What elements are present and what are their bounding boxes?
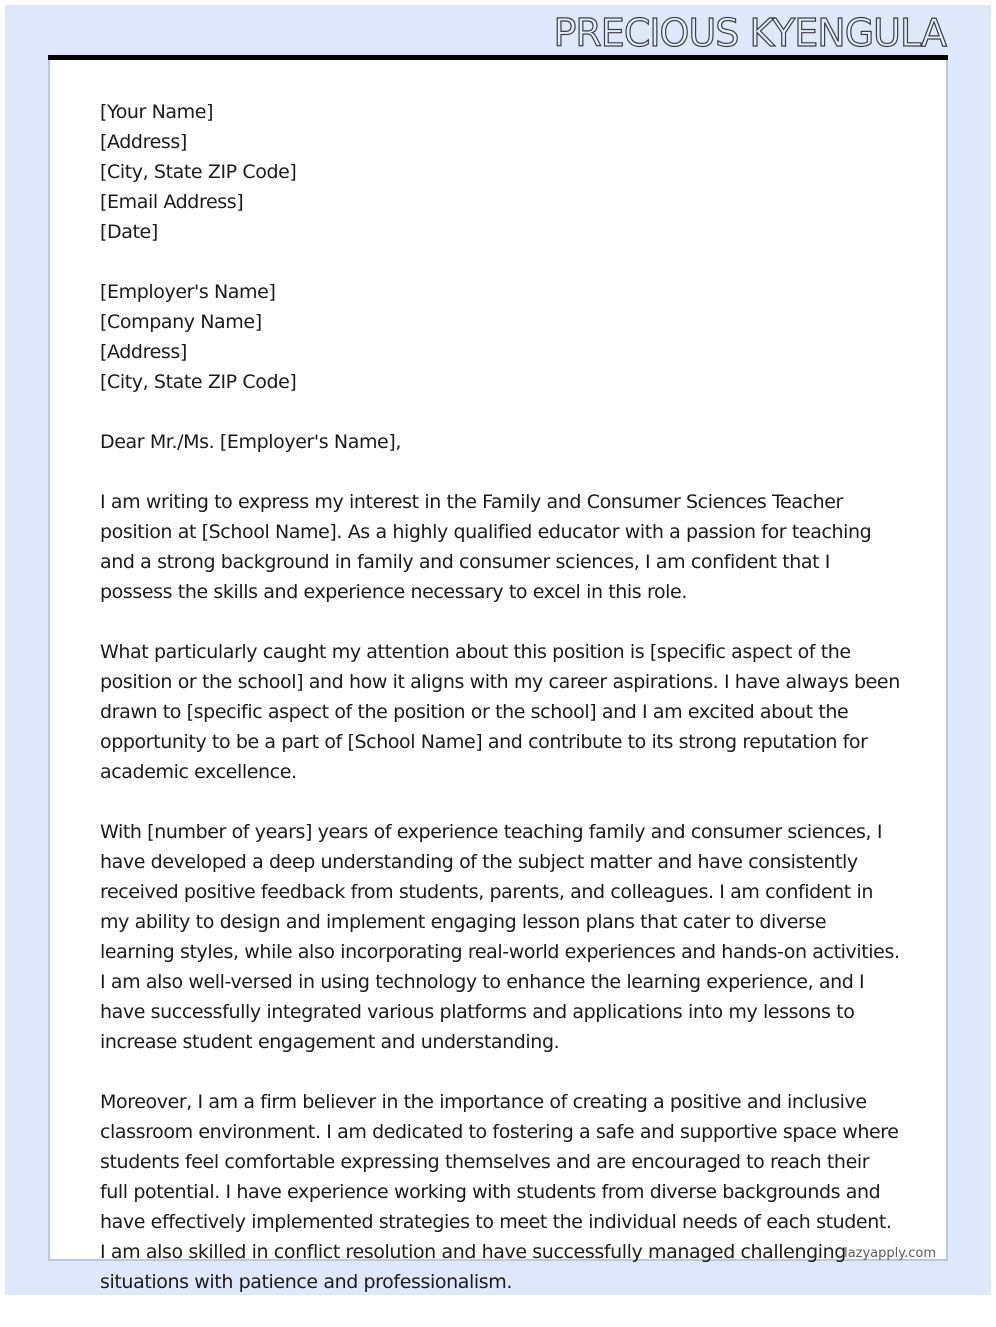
sender-name: [Your Name]: [100, 101, 214, 123]
recipient-company: [Company Name]: [100, 311, 262, 333]
sender-block: [100, 97, 900, 247]
recipient-address: [Address]: [100, 341, 187, 363]
letter-body: [100, 97, 900, 1327]
sender-city-state-zip: [City, State ZIP Code]: [100, 161, 297, 183]
recipient-city-state-zip: [City, State ZIP Code]: [100, 371, 297, 393]
watermark: lazyapply.com: [844, 1246, 936, 1261]
recipient-name: [Employer's Name]: [100, 281, 276, 303]
paragraph-intro: I am writing to express my interest in the Family and Consumer Sciences Teacher position at [School Name]. As a highly qualified educator with a passion for teaching and a strong background in family and consumer sciences, I am confident that I possess the skills and experience necessary to excel in this role.: [100, 491, 872, 603]
sender-address: [Address]: [100, 131, 187, 153]
name-header: PRECIOUS KYENGULA: [553, 11, 946, 55]
letter-date: [Date]: [100, 221, 158, 243]
paragraph-experience: With [number of years] years of experience teaching family and consumer sciences, I have developed a deep understanding of the subject matter and have consistently received positive feedback from students, parents, and colleagues. I am confident in my ability to design and implement engaging lesson plans that cater to diverse learning styles, while also incorporating real-world experiences and hands-on activities. I am also well-versed in using technology to enhance the learning experience, and I have successfully integrated various platforms and applications into my lessons to increase student engagement and understanding.: [100, 821, 900, 1053]
paragraph-environment: Moreover, I am a firm believer in the importance of creating a positive and inclusive classroom environment. I am dedicated to fostering a safe and supportive space where students feel comfortable expressing themselves and are encouraged to reach their full potential. I have experience working with students from diverse backgrounds and have effectively implemented strategies to meet the individual needs of each student. I am also skilled in conflict resolution and have successfully managed challenging situations with patience and professionalism.: [100, 1091, 899, 1293]
paragraph-interest: What particularly caught my attention about this position is [specific aspect of the position or the school] and how it aligns with my career aspirations. I have always been drawn to [specific aspect of the position or the school] and I am excited about the opportunity to be a part of [School Name] and contribute to its strong reputation for academic excellence.: [100, 641, 900, 783]
recipient-block: [100, 277, 900, 397]
salutation: Dear Mr./Ms. [Employer's Name],: [100, 431, 401, 453]
sender-email: [Email Address]: [100, 191, 244, 213]
